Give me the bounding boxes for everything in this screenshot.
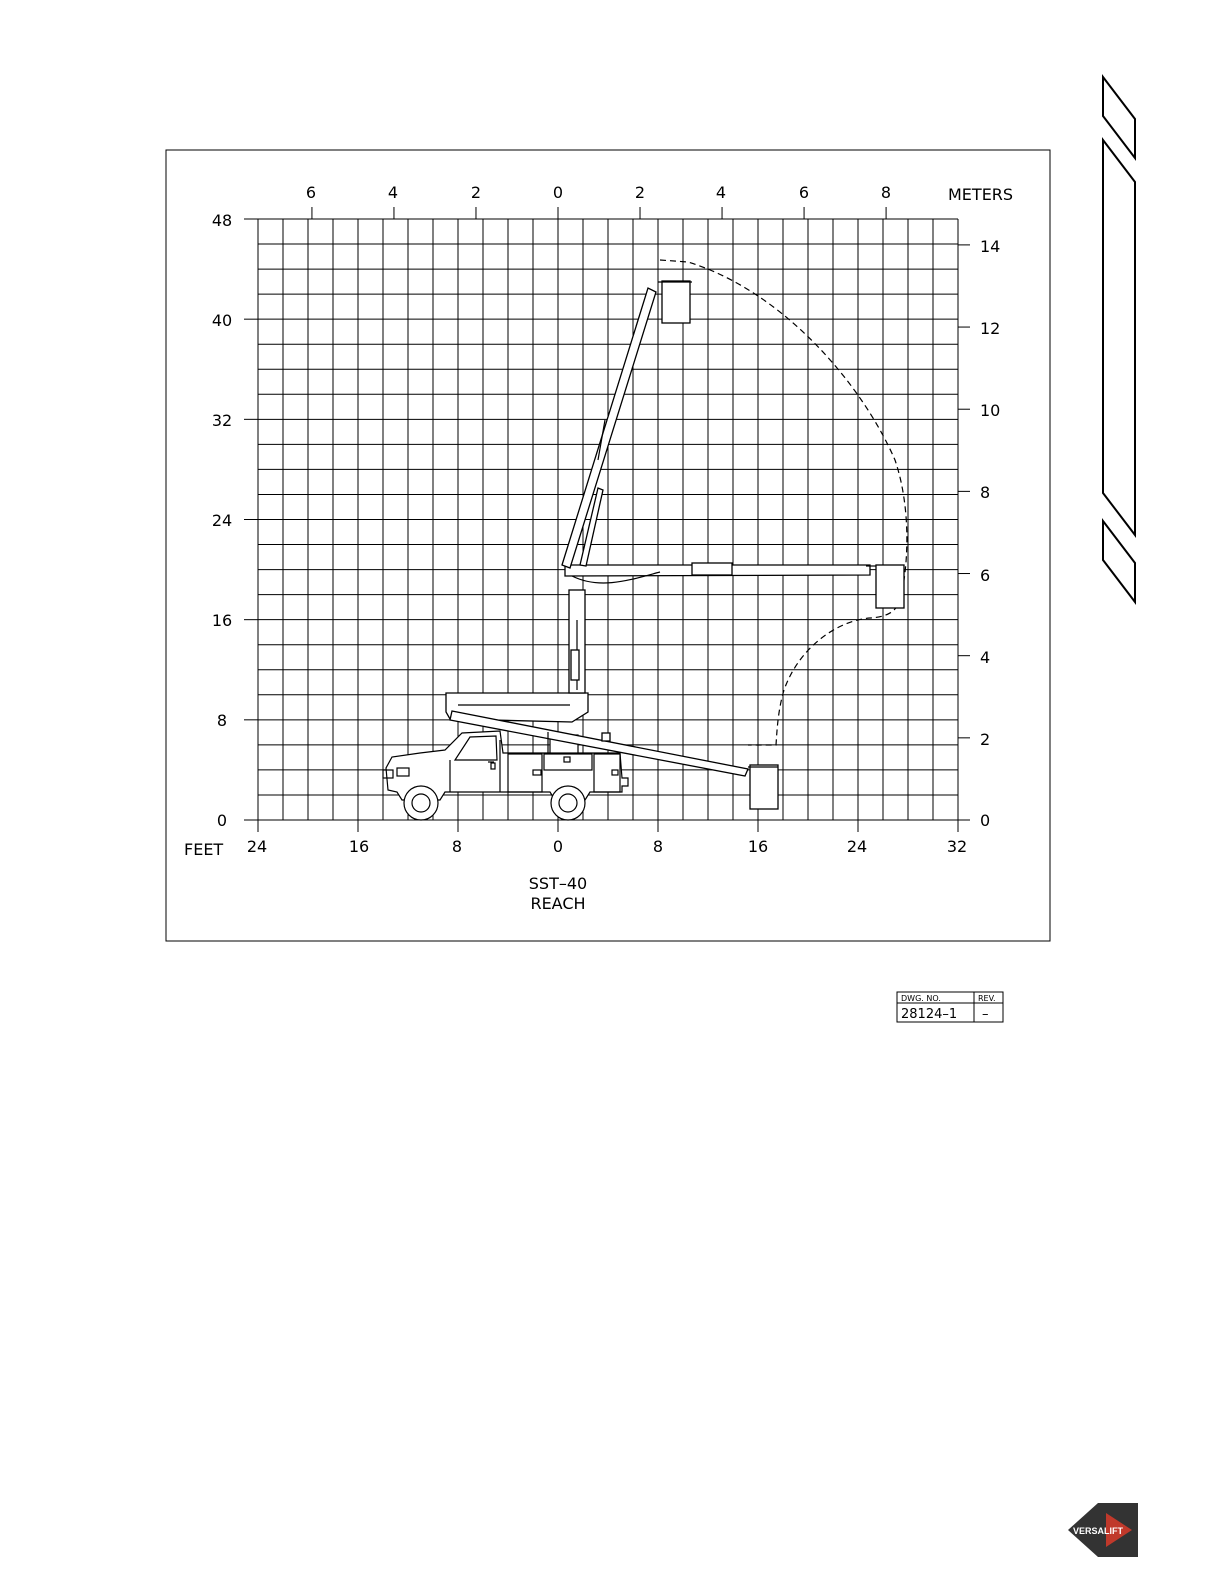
feet-unit-label: FEET bbox=[184, 840, 224, 859]
reach-grid bbox=[258, 219, 958, 820]
title-block bbox=[897, 992, 1003, 1022]
rev-value: – bbox=[982, 1007, 989, 1022]
x-tick-meters: 6 bbox=[798, 183, 810, 202]
x-tick-feet: 16 bbox=[747, 837, 769, 856]
x-tick-feet: 24 bbox=[846, 837, 868, 856]
y-tick-feet: 8 bbox=[216, 711, 228, 730]
y-tick-meters: 12 bbox=[980, 319, 1001, 338]
x-tick-meters: 4 bbox=[715, 183, 727, 202]
x-tick-feet: 0 bbox=[552, 837, 564, 856]
rev-label: REV. bbox=[978, 994, 996, 1003]
x-tick-feet: 8 bbox=[451, 837, 463, 856]
versalift-logo bbox=[1068, 1503, 1138, 1557]
y-tick-labels-meters bbox=[980, 237, 1000, 830]
boom-raised bbox=[562, 281, 692, 568]
logo-text: VERSALIFT bbox=[1073, 1526, 1124, 1536]
y-tick-meters: 0 bbox=[980, 811, 991, 830]
x-tick-meters: 4 bbox=[387, 183, 399, 202]
dwg-no-value: 28124–1 bbox=[901, 1007, 958, 1022]
y-tick-meters: 2 bbox=[980, 730, 991, 749]
y-tick-meters: 10 bbox=[980, 401, 1001, 420]
y-tick-feet: 32 bbox=[211, 411, 233, 430]
x-tick-meters: 2 bbox=[634, 183, 646, 202]
x-tick-labels-meters bbox=[306, 183, 891, 202]
x-tick-labels-feet bbox=[247, 837, 967, 856]
x-tick-feet: 8 bbox=[652, 837, 664, 856]
x-tick-meters: 6 bbox=[305, 183, 317, 202]
y-tick-meters: 14 bbox=[980, 237, 1001, 256]
boom-horizontal bbox=[565, 563, 904, 608]
x-tick-meters: 2 bbox=[470, 183, 482, 202]
y-tick-feet: 0 bbox=[216, 811, 228, 830]
boom-column bbox=[569, 590, 585, 693]
x-tick-feet: 24 bbox=[246, 837, 268, 856]
y-tick-meters: 4 bbox=[980, 648, 991, 667]
x-tick-feet: 16 bbox=[348, 837, 370, 856]
diagram-subtitle: REACH bbox=[530, 894, 586, 913]
y-tick-meters: 6 bbox=[980, 566, 991, 585]
y-tick-feet: 48 bbox=[211, 211, 233, 230]
y-tick-labels-feet bbox=[212, 211, 232, 830]
diagram-title: SST–40 bbox=[528, 874, 588, 893]
side-tab-marks bbox=[1103, 77, 1135, 602]
dwg-no-label: DWG. NO. bbox=[901, 994, 941, 1003]
y-tick-feet: 40 bbox=[211, 311, 233, 330]
y-tick-feet: 16 bbox=[211, 611, 233, 630]
x-tick-meters: 0 bbox=[552, 183, 564, 202]
x-tick-feet: 32 bbox=[946, 837, 968, 856]
y-tick-feet: 24 bbox=[211, 511, 233, 530]
meters-unit-label: METERS bbox=[948, 185, 1014, 204]
y-tick-meters: 8 bbox=[980, 483, 991, 502]
x-tick-meters: 8 bbox=[880, 183, 892, 202]
